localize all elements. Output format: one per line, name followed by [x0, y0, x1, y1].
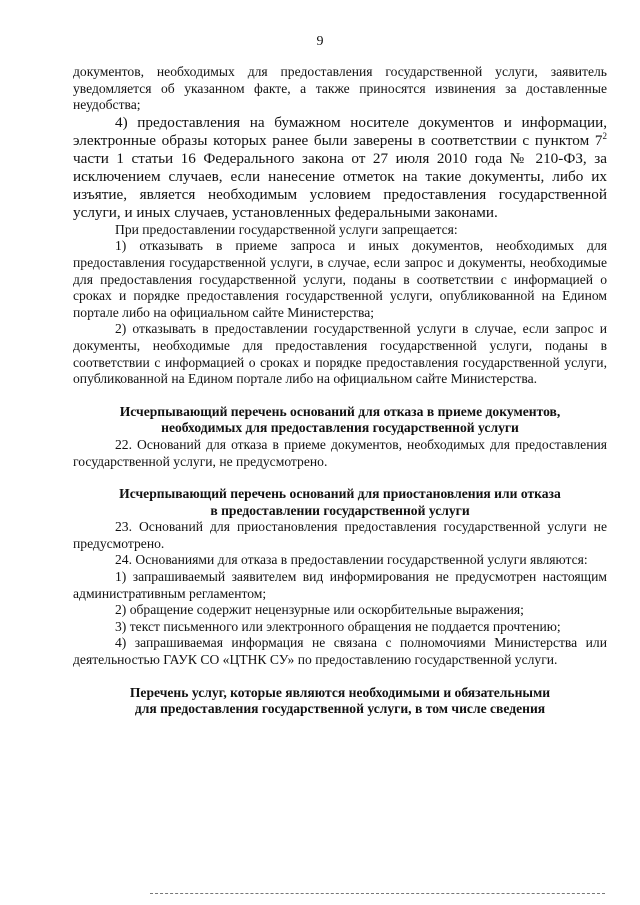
paragraph-prohibited-1: 1) отказывать в приеме запроса и иных документов, необходимых для предоставления государственной услуги, в случае, если запрос и документы, необходимые для предоставления государственной услуги, поданы в соответствии с информацией о сроках и порядке предоставления государственной услуги, опубликованной на Едином портале либо на официальном сайте Министерства; — [73, 238, 607, 320]
heading-3-line-1: Перечень услуг, которые являются необходимыми и обязательными — [129, 684, 551, 700]
paragraph-24-3: 3) текст письменного или электронного обращения не поддается прочтению; — [115, 618, 561, 634]
heading-2-line-1: Исчерпывающий перечень оснований для приостановления или отказа — [119, 486, 561, 502]
document-body — [73, 64, 607, 718]
paragraph-24: 24. Основаниями для отказа в предоставлении государственной услуги являются: — [115, 552, 588, 568]
paragraph-prohibited-2: 2) отказывать в предоставлении государственной услуги в случае, если запрос и документы, необходимые для предоставления государственной услуги, поданы в соответствии с информацией о сроках и порядке предоставления государственной услуги, опубликованной на Едином портале либо на официальном сайте Министерства. — [73, 321, 607, 387]
heading-3-line-2: для предоставления государственной услуги, в том числе сведения — [134, 701, 546, 717]
paragraph-continuation: документов, необходимых для предоставления государственной услуги, заявитель уведомляется об указанном факте, а также приносятся извинения за доставленные неудобства; — [73, 64, 607, 113]
section-heading-required-services — [73, 685, 607, 718]
heading-2-line-2: в предоставлении государственной услуги — [210, 502, 470, 518]
paragraph-22: 22. Оснований для отказа в приеме документов, необходимых для предоставления государственной услуги, не предусмотрено. — [73, 436, 607, 469]
paragraph-23: 23. Оснований для приостановления предоставления государственной услуги не предусмотрено. — [73, 519, 607, 551]
paragraph-24-4: 4) запрашиваемая информация не связана с полномочиями Министерства или деятельностью ГАУК СО «ЦТНК СУ» по предоставлению государственной услуги. — [73, 635, 607, 668]
item-4-text-a: 4) предоставления на бумажном носителе документов и информации, электронные образы которых ранее были заверены в соответствии с пунктом 7 — [73, 113, 607, 149]
item-4-superscript: 2 — [602, 130, 607, 141]
paragraph-24-1: 1) запрашиваемый заявителем вид информирования не предусмотрен настоящим административным регламентом; — [73, 569, 607, 601]
section-heading-suspension-refusal — [73, 486, 607, 519]
paragraph-item-4 — [73, 114, 607, 222]
paragraph-prohibited-intro: При предоставлении государственной услуги запрещается: — [115, 221, 458, 237]
section-heading-refusal-documents — [73, 404, 607, 437]
item-4-text-b: части 1 статьи 16 Федерального закона от 27 июля 2010 года № 210-ФЗ, за исключением случаев, если нанесение отметок на такие документы, либо их изъятие, является необходимым условием предоставления государственной услуги, и иных случаев, установленных федеральными законами. — [73, 149, 607, 221]
paragraph-24-2: 2) обращение содержит нецензурные или оскорбительные выражения; — [115, 602, 524, 618]
scan-bottom-line — [150, 893, 605, 894]
heading-1-line-2: необходимых для предоставления государственной услуги — [161, 420, 519, 436]
page-number: 9 — [316, 34, 324, 49]
heading-1-line-1: Исчерпывающий перечень оснований для отказа в приеме документов, — [119, 403, 561, 419]
